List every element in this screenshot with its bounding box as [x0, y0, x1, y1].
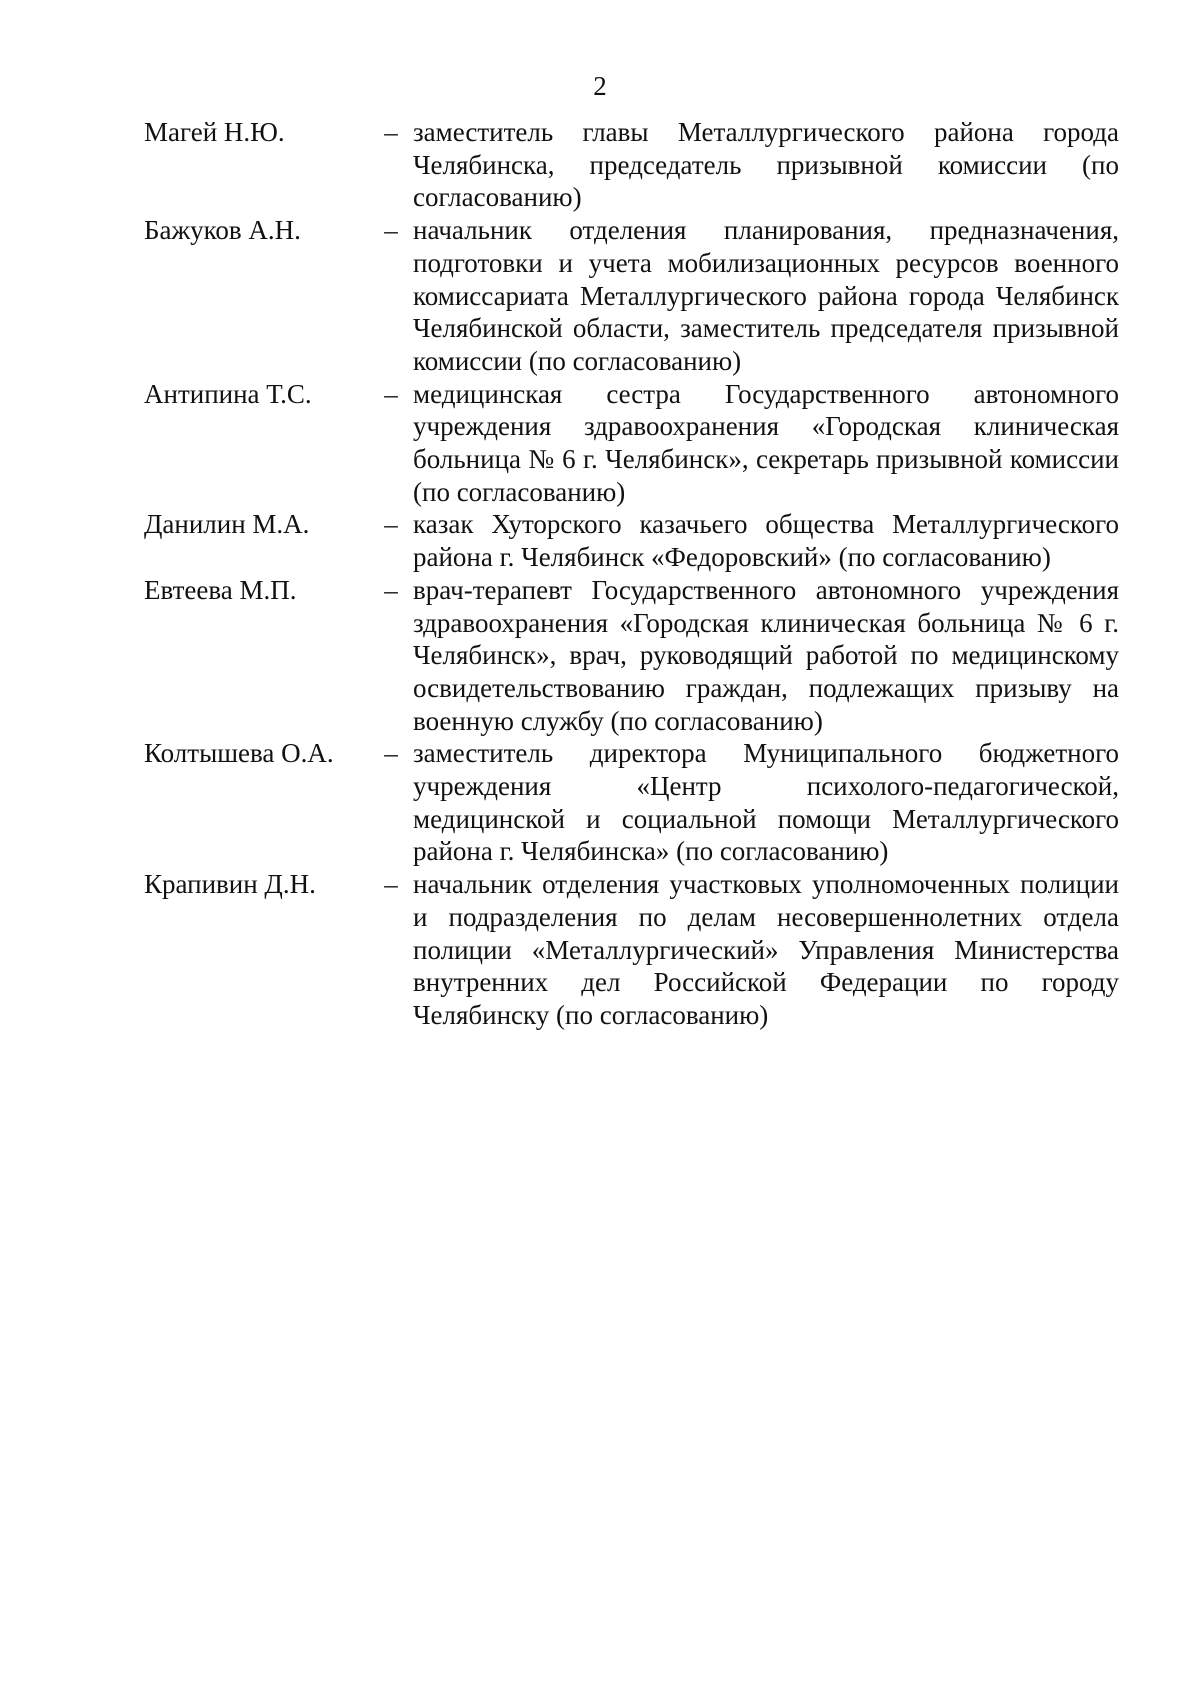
member-name: Крапивин Д.Н.: [144, 869, 316, 900]
member-name: Данилин М.А.: [144, 509, 310, 540]
member-dash: –: [384, 509, 398, 540]
member-role: врач-терапевт Государственного автономного учреждения здравоохранения «Городская клиническая больница № 6 г. Челябинск», врач, руководящий работой по медицинскому освидетельствованию граждан, подлежащих призыву на военную службу (по согласованию): [413, 574, 1119, 736]
member-dash: –: [384, 738, 398, 769]
member-role: медицинская сестра Государственного автономного учреждения здравоохранения «Городская клиническая больница № 6 г. Челябинск», секретарь призывной комиссии (по согласованию): [413, 378, 1119, 507]
member-role: заместитель главы Металлургического района города Челябинска, председатель призывной комиссии (по согласованию): [413, 117, 1119, 213]
member-dash: –: [384, 869, 398, 900]
member-dash: –: [384, 215, 398, 246]
member-role: начальник отделения участковых уполномоченных полиции и подразделения по делам несовершеннолетних отдела полиции «Металлургический» Управления Министерства внутренних дел Российской Федерации по городу Челябинску (по согласованию): [413, 869, 1119, 1030]
member-name: Бажуков А.Н.: [144, 215, 301, 246]
member-entry: [144, 737, 1119, 868]
member-name: Антипина Т.С.: [144, 378, 312, 409]
member-entry: [144, 214, 1119, 378]
member-entry: [144, 574, 1119, 738]
member-name: Евтеева М.П.: [144, 574, 297, 605]
member-dash: –: [384, 117, 398, 147]
member-entry: [144, 116, 1119, 214]
member-dash: –: [384, 378, 398, 409]
page-number: 2: [593, 71, 607, 101]
member-dash: –: [384, 574, 398, 605]
member-role: казак Хуторского казачьего общества Металлургического района г. Челябинск «Федоровский» (по согласованию): [413, 509, 1119, 573]
member-role: начальник отделения планирования, предназначения, подготовки и учета мобилизационных ресурсов военного комиссариата Металлургического района города Челябинск Челябинской области, заместитель председателя призывной комиссии (по согласованию): [413, 215, 1119, 376]
member-role: заместитель директора Муниципального бюджетного учреждения «Центр психолого-педагогической, медицинской и социальной помощи Металлургического района г. Челябинска» (по согласованию): [413, 738, 1119, 867]
member-entry: [144, 508, 1119, 573]
member-entry: [144, 868, 1119, 1032]
member-entry: [144, 378, 1119, 509]
member-name: Колтышева О.А.: [144, 738, 334, 769]
member-name: Магей Н.Ю.: [144, 117, 285, 147]
commission-members-list: [144, 116, 1119, 1032]
